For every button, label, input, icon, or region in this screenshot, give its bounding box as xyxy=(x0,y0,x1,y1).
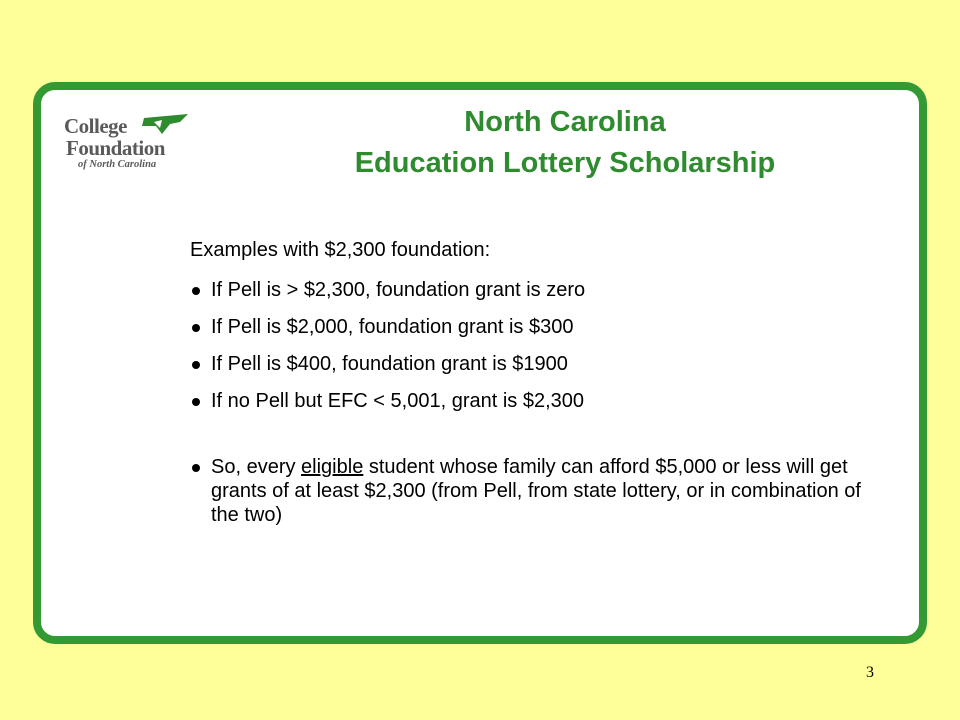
north-carolina-state-icon xyxy=(140,112,190,136)
summary-item xyxy=(190,455,870,527)
college-foundation-logo xyxy=(64,112,194,176)
list-item-text: If Pell is > $2,300, foundation grant is zero xyxy=(211,279,586,301)
bullet-dot-icon xyxy=(192,398,200,406)
list-item xyxy=(190,389,870,426)
summary-suffix: student whose family can afford $5,000 or less will get grants of at least $2,300 (from Pell, from state lottery, or in combination of the two) xyxy=(211,456,861,526)
summary-text xyxy=(211,456,861,526)
summary-emphasis: eligible xyxy=(301,456,364,478)
title-line-2: Education Lottery Scholarship xyxy=(354,147,776,179)
bullet-dot-icon xyxy=(192,324,200,332)
list-item-text: If Pell is $400, foundation grant is $1900 xyxy=(211,353,568,375)
list-item-text: If no Pell but EFC < 5,001, grant is $2,300 xyxy=(211,390,585,412)
title-line-1: North Carolina xyxy=(464,106,666,138)
examples-intro: Examples with $2,300 foundation: xyxy=(190,239,491,261)
page-number: 3 xyxy=(866,664,874,681)
logo-state-text: of North Carolina xyxy=(78,159,157,170)
examples-list xyxy=(190,278,870,527)
bullet-dot-icon xyxy=(192,464,200,472)
bullet-dot-icon xyxy=(192,361,200,369)
logo-college-text: College xyxy=(64,114,127,138)
list-item-text: If Pell is $2,000, foundation grant is $300 xyxy=(211,316,574,338)
list-item xyxy=(190,352,870,389)
bullet-dot-icon xyxy=(192,287,200,295)
logo-foundation-text: Foundation xyxy=(66,136,165,160)
list-item xyxy=(190,278,870,315)
list-item xyxy=(190,315,870,352)
summary-prefix: So, every xyxy=(211,456,302,478)
